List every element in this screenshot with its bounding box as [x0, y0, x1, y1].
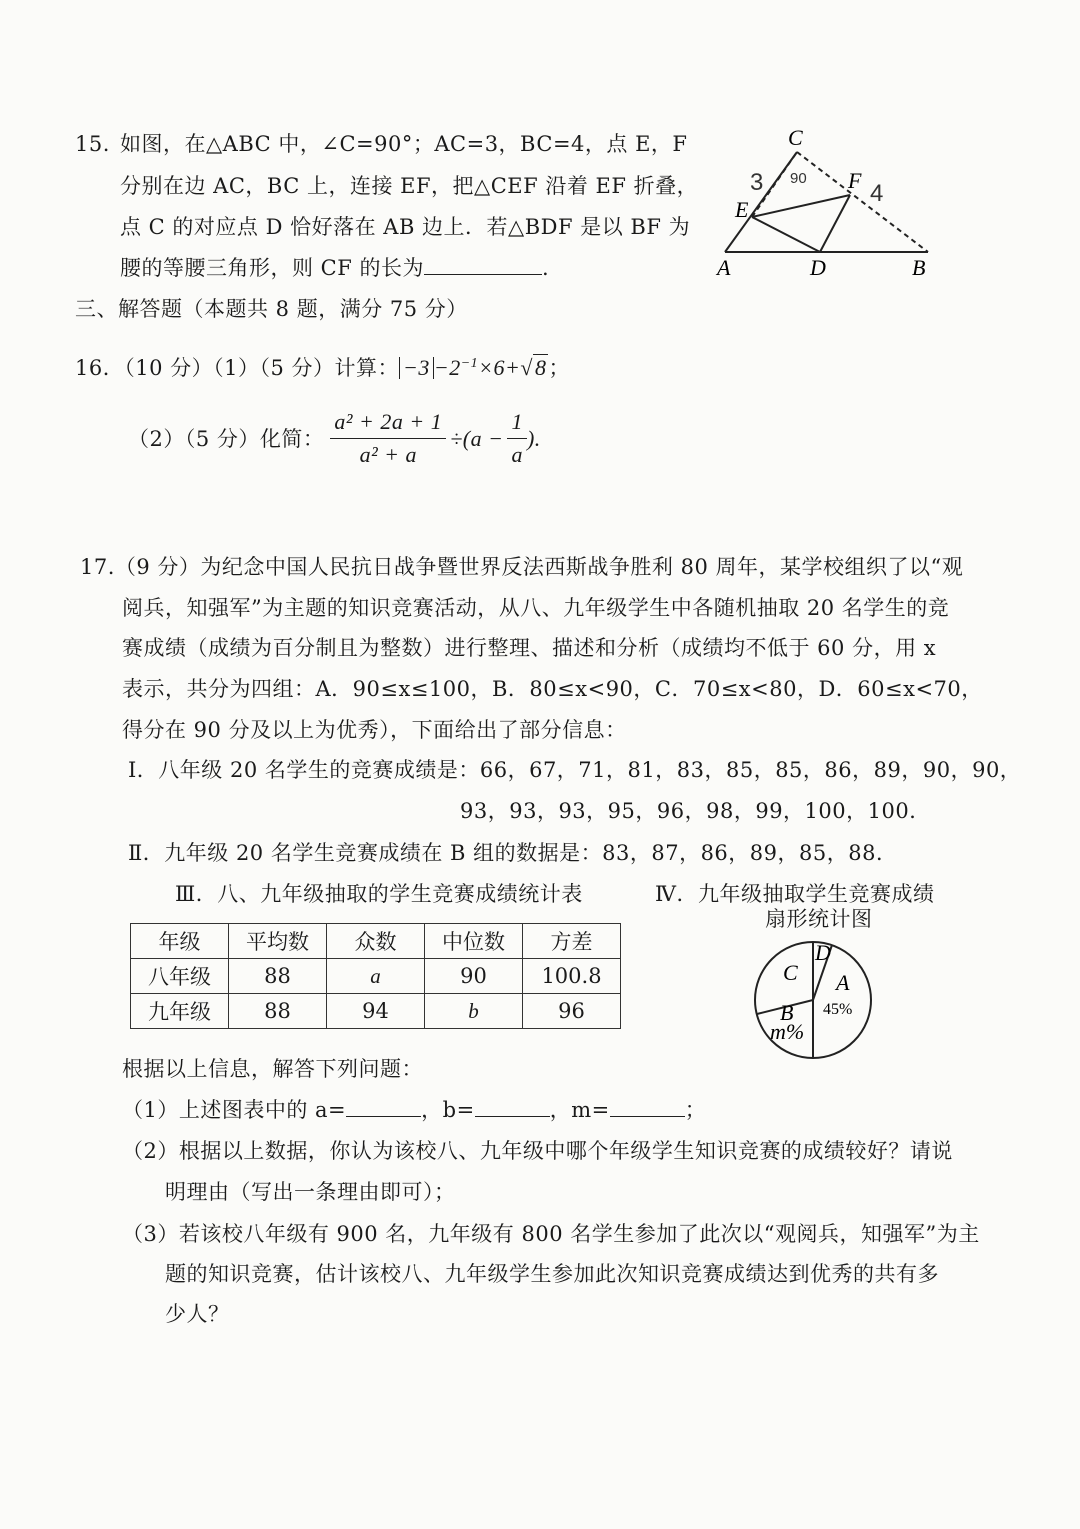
q17-sub-3-line-3: 少人？	[165, 1302, 230, 1326]
q15-line-4-end: .	[542, 256, 550, 280]
th-mode: 众数	[327, 924, 425, 959]
cell-mean-8: 88	[229, 959, 327, 994]
q17-sub-3-line-2: 题的知识竞赛，估计该校八、九年级学生参加此次知识竞赛成绩达到优秀的共有多	[165, 1262, 939, 1286]
q16-sqrt	[520, 354, 548, 382]
q15-triangle-figure	[700, 125, 950, 285]
q17-sub-2-line-1: （2）根据以上数据，你认为该校八、九年级中哪个年级学生知识竞赛的成绩较好？请说	[122, 1139, 953, 1163]
q15-line-1: 如图，在△ABC 中，∠C=90°；AC=3，BC=4，点 E，F	[120, 132, 688, 156]
th-grade: 年级	[131, 924, 229, 959]
q16-small-denominator: a	[511, 442, 523, 467]
label-e: E	[735, 197, 749, 222]
q16-p2-label: （2）（5 分）化简：	[128, 426, 325, 451]
q17-info-1: Ⅰ．八年级 20 名学生的竞赛成绩是：66，67，71，81，83，85，85，86，89，90，90，	[128, 758, 1022, 782]
q16-times-six: ×6+	[478, 355, 521, 380]
q17-stats-table	[130, 923, 621, 1029]
q15-line-2: 分别在边 AC，BC 上，连接 EF，把△CEF 沿着 EF 折叠，	[120, 174, 699, 198]
q17-sub-2-line-2: 明理由（写出一条理由即可）；	[165, 1180, 456, 1204]
th-variance: 方差	[523, 924, 621, 959]
section-3-heading: 三、解答题（本题共 8 题，满分 75 分）	[75, 297, 468, 321]
q15-number: 15.	[75, 132, 110, 156]
handwritten-4: 4	[870, 180, 884, 207]
blank-a	[346, 1096, 421, 1117]
cell-median-9: b	[425, 994, 523, 1029]
label-b: B	[912, 255, 926, 280]
q16-fraction	[330, 408, 446, 469]
q17-sub1-a-label: （1）上述图表中的 a=	[122, 1098, 347, 1122]
label-c: C	[788, 125, 803, 150]
q16-fraction-numerator: a² + 2a + 1	[330, 408, 446, 439]
q17-sub1-end: ；	[684, 1098, 707, 1122]
th-median: 中位数	[425, 924, 523, 959]
q17-pie-chart	[748, 918, 878, 1063]
pie-label-b: B	[780, 1000, 794, 1025]
q16-minus-two: −2	[433, 355, 461, 380]
q17-prompt: 根据以上信息，解答下列问题：	[122, 1057, 423, 1081]
q16-p2-end: ).	[526, 425, 541, 451]
segment-ed	[752, 217, 820, 252]
q16-p1-end: ；	[548, 356, 570, 380]
segment-fd	[820, 195, 850, 252]
q16-small-numerator: 1	[507, 408, 527, 439]
blank-b	[475, 1096, 550, 1117]
q17-sub-3-line-1: （3）若该校八年级有 900 名，九年级有 800 名学生参加了此次以“观阅兵，知强军”为主	[122, 1222, 980, 1246]
q16-small-fraction	[507, 408, 527, 469]
q17-chart-subtitle: 扇形统计图	[765, 907, 873, 931]
cell-variance-9: 96	[523, 994, 621, 1029]
cell-mode-9: 94	[327, 994, 425, 1029]
q15-answer-blank	[424, 254, 542, 275]
q17-line-5: 得分在 90 分及以上为优秀），下面给出了部分信息：	[122, 718, 627, 742]
pie-label-d: D	[815, 940, 831, 965]
cell-grade-9: 九年级	[131, 994, 229, 1029]
handwritten-90: 90	[790, 170, 807, 187]
table-row	[131, 994, 621, 1029]
cell-mode-8: a	[327, 959, 425, 994]
q17-line-1: 17.（9 分）为纪念中国人民抗日战争暨世界反法西斯战争胜利 80 周年，某学校组织了以“观	[80, 555, 964, 579]
label-d: D	[810, 255, 826, 280]
q16-p1-label: 16．（10 分）（1）（5 分）计算：	[75, 356, 400, 380]
handwritten-3: 3	[750, 169, 764, 196]
cell-grade-8: 八年级	[131, 959, 229, 994]
q17-sub-1	[122, 1096, 706, 1124]
q16-fraction-denominator: a² + a	[359, 442, 418, 467]
q17-sub1-b-label: ，b=	[421, 1098, 475, 1122]
q17-info-2: Ⅱ．九年级 20 名学生竞赛成绩在 B 组的数据是：83，87，86，89，85，88．	[128, 841, 898, 865]
cell-median-8: 90	[425, 959, 523, 994]
q17-chart-title: Ⅳ．九年级抽取学生竞赛成绩	[655, 882, 935, 906]
q16-divide: ÷(a −	[450, 425, 504, 451]
pie-label-c: C	[783, 960, 798, 985]
q17-line-2: 阅兵，知强军”为主题的知识竞赛活动，从八、九年级学生中各随机抽取 20 名学生的竞	[122, 596, 950, 620]
q16-part-1	[75, 350, 570, 382]
label-f: F	[848, 168, 862, 193]
q15-line-3: 点 C 的对应点 D 恰好落在 AB 边上．若△BDF 是以 BF 为	[120, 215, 691, 239]
q17-table-title: Ⅲ．八、九年级抽取的学生竞赛成绩统计表	[175, 882, 583, 906]
q17-line-4: 表示，共分为四组：A．90≤x≤100，B．80≤x<90，C．70≤x<80，D．60≤x<70，	[122, 677, 983, 701]
blank-m	[610, 1096, 685, 1117]
pie-a-percent: 45%	[823, 1001, 853, 1018]
q16-abs-value: −3	[399, 357, 434, 379]
sqrt-symbol: √	[520, 355, 533, 380]
cell-variance-8: 100.8	[523, 959, 621, 994]
cell-mean-9: 88	[229, 994, 327, 1029]
q16-part-2	[128, 408, 541, 469]
q15-line-4-text: 腰的等腰三角形，则 CF 的长为	[120, 256, 424, 280]
q17-sub1-m-label: ，m=	[549, 1098, 610, 1122]
q17-info-1-cont: 93，93，93，95，96，98，99，100，100．	[460, 799, 931, 823]
pie-label-a: A	[836, 970, 850, 995]
q15-line-4	[120, 254, 549, 282]
fold-line-ef	[752, 195, 850, 217]
th-mean: 平均数	[229, 924, 327, 959]
q16-radicand: 8	[534, 355, 547, 380]
label-a: A	[717, 255, 731, 280]
q16-exponent: −1	[460, 356, 479, 371]
pie-b-percent: m%	[770, 1019, 805, 1044]
table-row	[131, 959, 621, 994]
table-header-row	[131, 924, 621, 959]
q17-line-3: 赛成绩（成绩为百分制且为整数）进行整理、描述和分析（成绩均不低于 60 分，用 x	[122, 636, 937, 660]
